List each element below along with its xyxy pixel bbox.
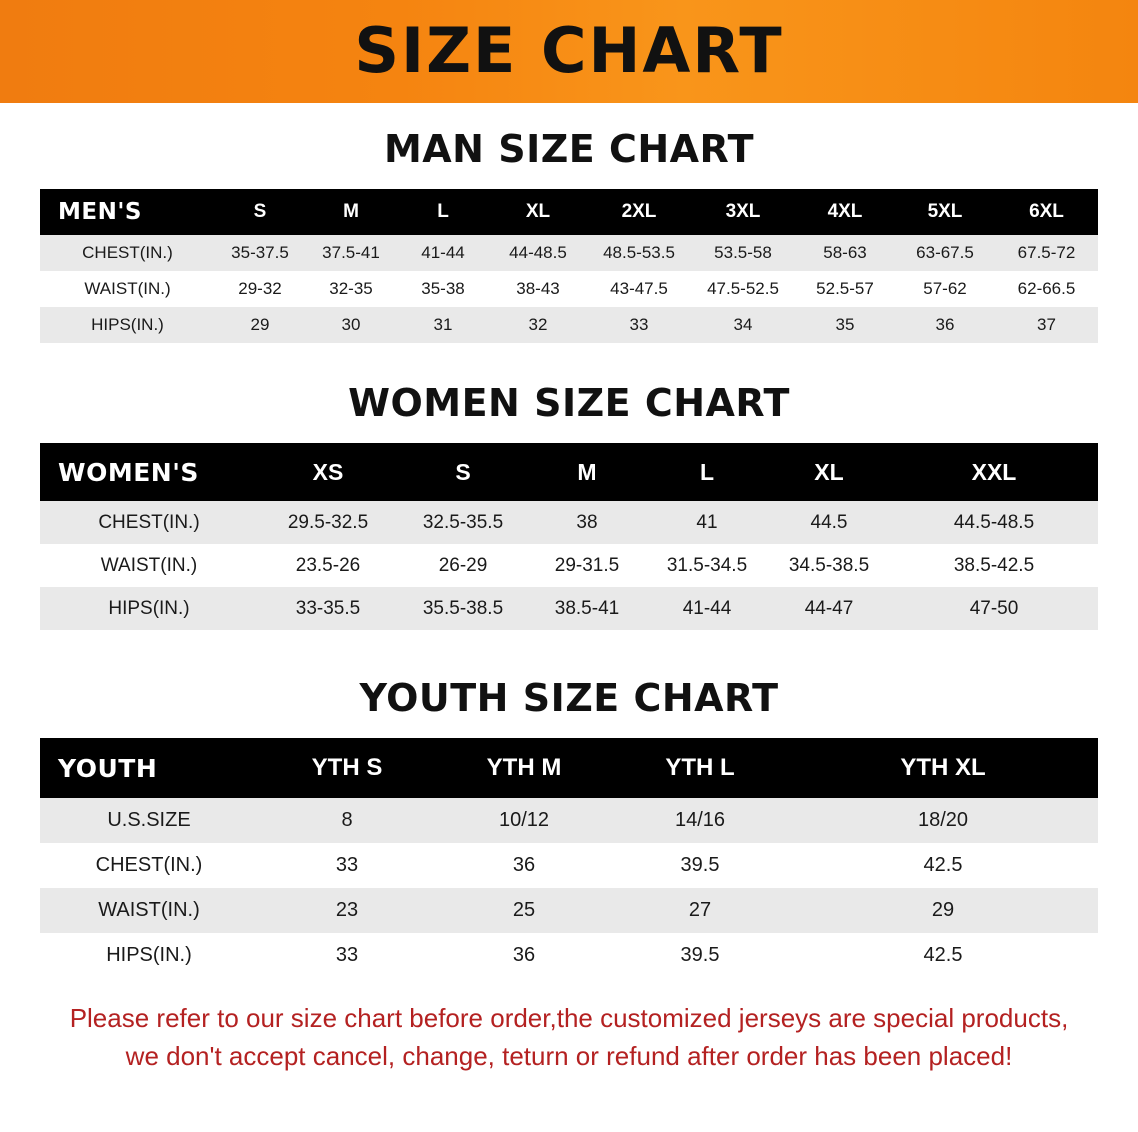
men-cell-2-4: 33 bbox=[629, 315, 649, 334]
women-cell-2-3: 41-44 bbox=[682, 597, 732, 619]
men-cell-1-8: 62-66.5 bbox=[1017, 279, 1076, 298]
men-cell-1-6: 52.5-57 bbox=[816, 279, 874, 298]
man-chart-wrap bbox=[0, 171, 1138, 343]
men-row-2-label: HIPS(IN.) bbox=[91, 315, 164, 334]
women-size-table bbox=[40, 443, 1098, 630]
youth-row-3-label: HIPS(IN.) bbox=[106, 944, 192, 966]
women-col-4: XL bbox=[768, 443, 890, 501]
men-cell-0-4: 48.5-53.5 bbox=[603, 243, 675, 262]
women-col-1: S bbox=[398, 443, 528, 501]
youth-table-body bbox=[40, 798, 1098, 978]
men-cell-0-7: 63-67.5 bbox=[916, 243, 974, 262]
men-col-4: 2XL bbox=[587, 189, 691, 235]
youth-cell-0-2: 14/16 bbox=[674, 809, 726, 831]
men-cell-0-8: 67.5-72 bbox=[1017, 243, 1076, 262]
women-col-3: L bbox=[646, 443, 768, 501]
women-table-body bbox=[40, 501, 1098, 630]
men-cell-1-5: 47.5-52.5 bbox=[707, 279, 779, 298]
men-table-head bbox=[40, 189, 1098, 235]
table-row bbox=[40, 798, 1098, 843]
youth-table-head bbox=[40, 738, 1098, 798]
table-row bbox=[40, 544, 1098, 587]
youth-cell-3-2: 39.5 bbox=[680, 944, 720, 966]
table-row bbox=[40, 933, 1098, 978]
women-cell-2-5: 47-50 bbox=[969, 597, 1019, 619]
men-header-label: MEN'S bbox=[40, 189, 215, 235]
men-cell-2-0: 29 bbox=[250, 315, 270, 334]
men-cell-0-0: 35-37.5 bbox=[231, 243, 289, 262]
women-section-title: WOMEN SIZE CHART bbox=[348, 381, 790, 425]
women-row-0-label: CHEST(IN.) bbox=[98, 511, 200, 533]
youth-cell-2-0: 23 bbox=[335, 899, 359, 921]
youth-cell-0-3: 18/20 bbox=[917, 809, 969, 831]
women-cell-0-4: 44.5 bbox=[810, 511, 848, 533]
table-row bbox=[40, 843, 1098, 888]
page-title: SIZE CHART bbox=[354, 13, 784, 87]
table-row bbox=[40, 501, 1098, 544]
men-cell-2-3: 32 bbox=[528, 315, 548, 334]
men-cell-1-2: 35-38 bbox=[421, 279, 465, 298]
women-cell-0-3: 41 bbox=[696, 511, 718, 533]
men-cell-2-1: 30 bbox=[341, 315, 361, 334]
women-cell-1-5: 38.5-42.5 bbox=[953, 554, 1035, 576]
men-row-0-label: CHEST(IN.) bbox=[82, 243, 173, 262]
youth-col-1: YTH M bbox=[436, 738, 612, 798]
youth-cell-0-0: 8 bbox=[341, 809, 353, 831]
table-header-row bbox=[40, 738, 1098, 798]
men-cell-1-7: 57-62 bbox=[923, 279, 967, 298]
women-cell-2-2: 38.5-41 bbox=[554, 597, 620, 619]
women-cell-0-1: 32.5-35.5 bbox=[422, 511, 504, 533]
women-table-head bbox=[40, 443, 1098, 501]
youth-cell-3-3: 42.5 bbox=[923, 944, 963, 966]
disclaimer-line-2: we don't accept cancel, change, teturn or refund after order has been placed! bbox=[125, 1040, 1013, 1071]
women-cell-1-1: 26-29 bbox=[438, 554, 488, 576]
women-col-0: XS bbox=[258, 443, 398, 501]
table-header-row bbox=[40, 443, 1098, 501]
youth-header-label: YOUTH bbox=[40, 738, 258, 798]
men-col-6: 4XL bbox=[795, 189, 895, 235]
women-cell-2-1: 35.5-38.5 bbox=[422, 597, 504, 619]
men-col-1: M bbox=[305, 189, 397, 235]
men-col-7: 5XL bbox=[895, 189, 995, 235]
youth-row-0-label: U.S.SIZE bbox=[107, 809, 191, 831]
man-section-title: MAN SIZE CHART bbox=[383, 127, 755, 171]
men-cell-0-2: 41-44 bbox=[421, 243, 465, 262]
youth-col-3: YTH XL bbox=[788, 738, 1098, 798]
youth-cell-2-2: 27 bbox=[688, 899, 712, 921]
youth-chart-wrap bbox=[0, 720, 1138, 978]
table-row bbox=[40, 587, 1098, 630]
women-cell-0-5: 44.5-48.5 bbox=[953, 511, 1035, 533]
table-row bbox=[40, 235, 1098, 271]
youth-cell-0-1: 10/12 bbox=[498, 809, 550, 831]
women-col-5: XXL bbox=[890, 443, 1098, 501]
women-chart-wrap bbox=[0, 425, 1138, 630]
men-cell-2-6: 35 bbox=[835, 315, 855, 334]
youth-cell-1-0: 33 bbox=[335, 854, 359, 876]
table-row bbox=[40, 888, 1098, 933]
youth-cell-2-3: 29 bbox=[931, 899, 955, 921]
youth-cell-1-2: 39.5 bbox=[680, 854, 720, 876]
men-col-2: L bbox=[397, 189, 489, 235]
women-col-2: M bbox=[528, 443, 646, 501]
men-cell-2-2: 31 bbox=[433, 315, 453, 334]
women-cell-1-3: 31.5-34.5 bbox=[666, 554, 748, 576]
men-cell-2-8: 37 bbox=[1037, 315, 1056, 334]
disclaimer-note bbox=[40, 1000, 1098, 1075]
youth-cell-1-3: 42.5 bbox=[923, 854, 963, 876]
women-cell-0-2: 38 bbox=[576, 511, 598, 533]
women-cell-1-0: 23.5-26 bbox=[295, 554, 361, 576]
men-cell-1-0: 29-32 bbox=[238, 279, 282, 298]
women-cell-1-4: 34.5-38.5 bbox=[788, 554, 870, 576]
page-banner bbox=[0, 0, 1138, 103]
youth-cell-2-1: 25 bbox=[512, 899, 536, 921]
women-cell-1-2: 29-31.5 bbox=[554, 554, 620, 576]
men-col-5: 3XL bbox=[691, 189, 795, 235]
men-cell-2-5: 34 bbox=[733, 315, 753, 334]
table-row bbox=[40, 307, 1098, 343]
table-row bbox=[40, 271, 1098, 307]
men-table-body bbox=[40, 235, 1098, 343]
youth-cell-3-0: 33 bbox=[335, 944, 359, 966]
men-size-table bbox=[40, 189, 1098, 343]
men-col-8: 6XL bbox=[995, 189, 1098, 235]
women-row-2-label: HIPS(IN.) bbox=[108, 597, 190, 619]
youth-cell-1-1: 36 bbox=[512, 854, 536, 876]
women-row-1-label: WAIST(IN.) bbox=[100, 554, 198, 576]
men-cell-0-6: 58-63 bbox=[823, 243, 867, 262]
men-cell-1-4: 43-47.5 bbox=[610, 279, 668, 298]
men-cell-2-7: 36 bbox=[935, 315, 955, 334]
disclaimer-line-1: Please refer to our size chart before order,the customized jerseys are special products, bbox=[69, 1003, 1069, 1033]
women-cell-0-0: 29.5-32.5 bbox=[287, 511, 369, 533]
women-cell-2-4: 44-47 bbox=[804, 597, 854, 619]
men-cell-0-3: 44-48.5 bbox=[509, 243, 567, 262]
youth-row-1-label: CHEST(IN.) bbox=[95, 854, 203, 876]
youth-size-table bbox=[40, 738, 1098, 978]
youth-section-title: YOUTH SIZE CHART bbox=[359, 676, 779, 720]
youth-col-2: YTH L bbox=[612, 738, 788, 798]
men-cell-0-1: 37.5-41 bbox=[322, 243, 380, 262]
youth-cell-3-1: 36 bbox=[512, 944, 536, 966]
women-header-label: WOMEN'S bbox=[40, 443, 258, 501]
men-col-0: S bbox=[215, 189, 305, 235]
men-cell-1-1: 32-35 bbox=[329, 279, 373, 298]
women-cell-2-0: 33-35.5 bbox=[295, 597, 361, 619]
men-cell-1-3: 38-43 bbox=[516, 279, 560, 298]
youth-col-0: YTH S bbox=[258, 738, 436, 798]
men-col-3: XL bbox=[489, 189, 587, 235]
table-header-row bbox=[40, 189, 1098, 235]
men-cell-0-5: 53.5-58 bbox=[714, 243, 772, 262]
men-row-1-label: WAIST(IN.) bbox=[84, 279, 171, 298]
youth-row-2-label: WAIST(IN.) bbox=[98, 899, 200, 921]
